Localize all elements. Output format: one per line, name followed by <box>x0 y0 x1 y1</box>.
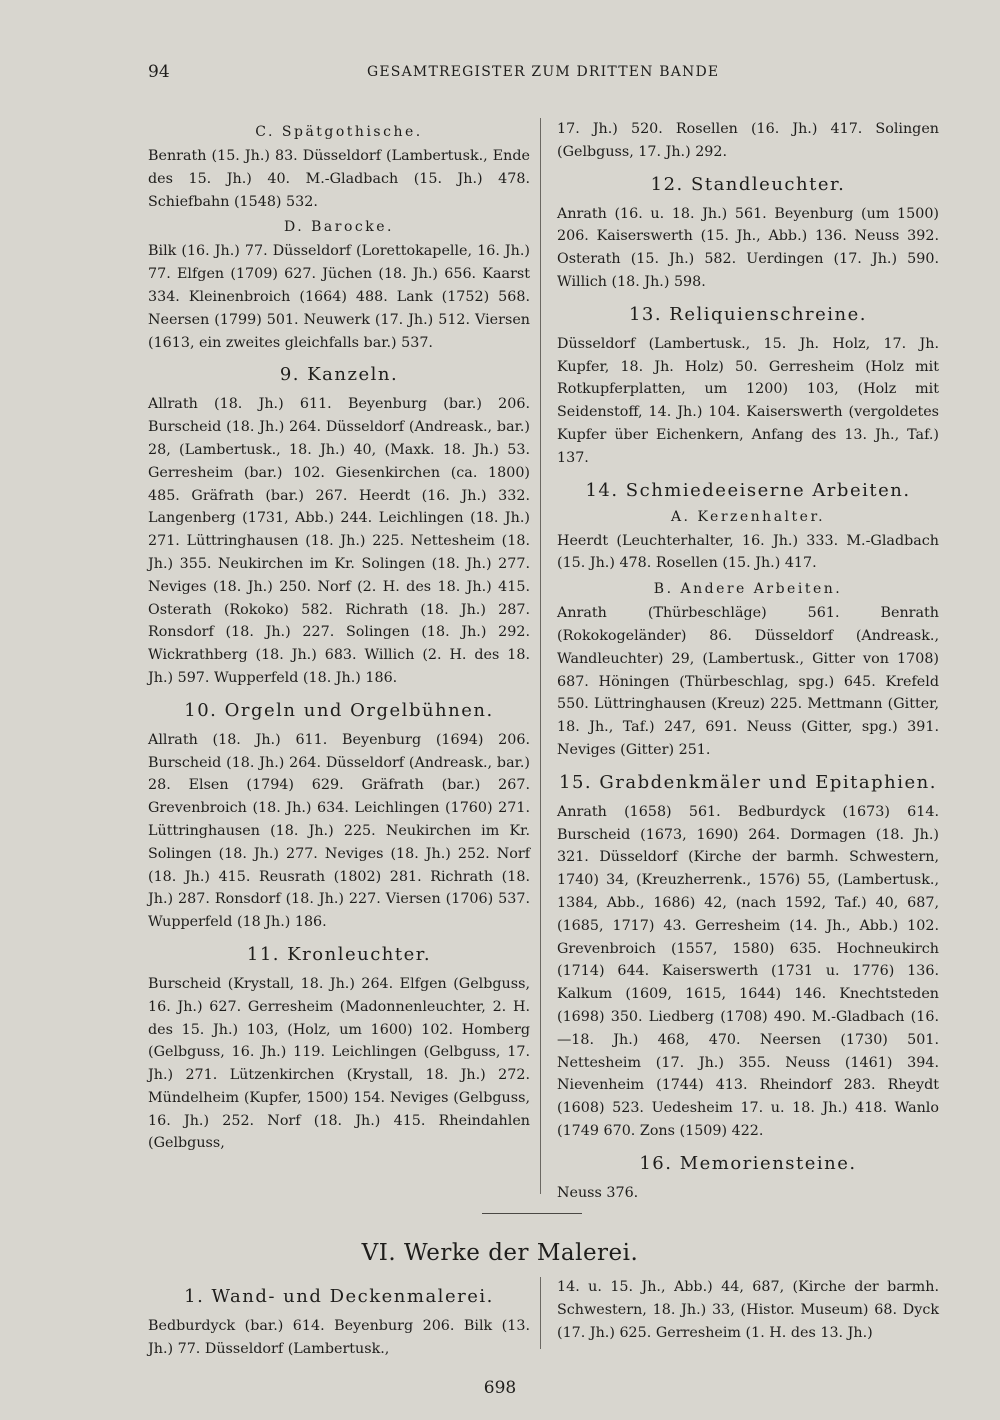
section-divider <box>482 1213 582 1214</box>
index-entry: Allrath (18. Jh.) 611. Beyenburg (bar.) 206. Burscheid (18. Jh.) 264. Düsseldorf (Andreask., bar.) 28, (Lambertusk., 18. Jh.) 40, (Maxk. 18. Jh.) 53. Gerresheim (bar.) 102. Giesenkirchen (ca. 1800) 485. Gräfrath (bar.) 267. Heerdt (16. Jh.) 332. Langenberg (1731, Abb.) 244. Leichlingen (18. Jh.) 271. Lüttringhausen (18. Jh.) 225. Nettesheim (18. Jh.) 355. Neukirchen im Kr. Solingen (18. Jh.) 277. Neviges (18. Jh.) 250. Norf (2. H. des 18. Jh.) 415. Osterath (Rokoko) 582. Richrath (18. Jh.) 287. Ronsdorf (18. Jh.) 227. Solingen (18. Jh.) 292. Wickrathberg (18. Jh.) 683. Willich (2. H. des 18. Jh.) 597. Wupperfeld (18. Jh.) 186. <box>148 396 530 686</box>
left-column <box>148 118 530 1155</box>
index-entry: Anrath (16. u. 18. Jh.) 561. Beyenburg (um 1500) 206. Kaiserswerth (15. Jh., Abb.) 136. Neuss 392. Osterath (15. Jh.) 582. Uerdingen (17. Jh.) 590. Willich (18. Jh.) 598. <box>557 205 939 290</box>
bottom-right-column <box>557 1276 939 1344</box>
right-column <box>557 118 939 1204</box>
section-heading: 16. Memoriensteine. <box>639 1152 857 1174</box>
bottom-column-divider <box>540 1277 541 1349</box>
running-head-page-number: 94 <box>148 62 170 82</box>
running-head-title: GESAMTREGISTER ZUM DRITTEN BANDE <box>367 64 720 80</box>
column-divider <box>540 118 541 1194</box>
index-entry: Allrath (18. Jh.) 611. Beyenburg (1694) 206. Burscheid (18. Jh.) 264. Düsseldorf (Andreask., bar.) 28. Elsen (1794) 629. Gräfrath (bar.) 267. Grevenbroich (18. Jh.) 634. Leichlingen (1760) 271. Lüttringhausen (18. Jh.) 225. Neukirchen im Kr. Solingen (18. Jh.) 277. Neviges (18. Jh.) 252. Norf (18. Jh.) 415. Reusrath (1802) 281. Richrath (18. Jh.) 287. Ronsdorf (18. Jh.) 227. Viersen (1706) 537. Wupperfeld (18 Jh.) 186. <box>148 731 530 931</box>
index-entry: Benrath (15. Jh.) 83. Düsseldorf (Lambertusk., Ende des 15. Jh.) 40. M.-Gladbach (15. Jh.) 478. Schiefbahn (1548) 532. <box>148 148 530 210</box>
index-entry: Heerdt (Leuchterhalter, 16. Jh.) 333. M.-Gladbach (15. Jh.) 478. Rosellen (15. Jh.) 417. <box>557 532 939 572</box>
section-heading: 11. Kronleuchter. <box>246 943 432 965</box>
index-entry: Anrath (Thürbeschläge) 561. Benrath (Rokokogeländer) 86. Düsseldorf (Andreask., Wandleuchter) 29, (Lambertusk., Gitter von 1708) 687. Höningen (Thürbeschlag, spg.) 645. Krefeld 550. Lüttringhausen (Kreuz) 225. Mettmann (Gitter, 18. Jh., Taf.) 247, 691. Neuss (Gitter, spg.) 391. Neviges (Gitter) 251. <box>557 605 939 758</box>
index-entry: 14. u. 15. Jh., Abb.) 44, 687, (Kirche der barmh. Schwestern, 18. Jh.) 33, (Histor. Museum) 68. Dyck (17. Jh.) 625. Gerresheim (1. H. des 13. Jh.) <box>557 1279 939 1341</box>
index-entry: Bilk (16. Jh.) 77. Düsseldorf (Lorettokapelle, 16. Jh.) 77. Elfgen (1709) 627. Jüchen (18. Jh.) 656. Kaarst 334. Kleinenbroich (1664) 488. Lank (1752) 568. Neersen (1799) 501. Neuwerk (17. Jh.) 512. Viersen (1613, ein zweites gleichfalls bar.) 537. <box>148 243 530 351</box>
section-heading: 10. Orgeln und Orgelbühnen. <box>184 699 494 721</box>
section-heading: 14. Schmiedeeiserne Arbeiten. <box>585 479 911 501</box>
subsection-heading: D. Barocke. <box>284 219 394 236</box>
bottom-left-column <box>148 1276 530 1361</box>
section-heading: 9. Kanzeln. <box>279 364 399 386</box>
index-entry: Düsseldorf (Lambertusk., 15. Jh. Holz, 17. Jh. Kupfer, 18. Jh. Holz) 50. Gerresheim (Holz mit Rotkupferplatten, um 1200) 103, (Holz mit Seidenstoff, 14. Jh.) 104. Kaiserswerth (vergoldetes Kupfer über Eichenkern, Anfang des 13. Jh., Taf.) 137. <box>557 335 939 466</box>
section-heading: 13. Reliquienschreine. <box>628 303 868 325</box>
index-entry: Bedburdyck (bar.) 614. Beyenburg 206. Bilk (13. Jh.) 77. Düsseldorf (Lambertusk., <box>148 1318 530 1357</box>
subsection-heading: C. Spätgothische. <box>255 124 423 140</box>
index-entry: Anrath (1658) 561. Bedburdyck (1673) 614. Burscheid (1673, 1690) 264. Dormagen (18. Jh.) 321. Düsseldorf (Kirche der barmh. Schwestern, 1740) 34, (Kreuzherrenk., 1576) 55, (Lambertusk., 1384, Abb., 1686) 42, (nach 1592, Taf.) 40, 687, (1685, 1717) 43. Gerresheim (14. Jh., Abb.) 102. Grevenbroich (1557, 1580) 635. Hochneukirch (1714) 644. Kaiserswerth (1731 u. 1776) 136. Kalkum (1609, 1615, 1644) 146. Knechtsteden (1698) 350. Liedberg (1708) 490. M.-Gladbach (16.—18. Jh.) 468, 470. Neersen (1730) 501. Nettesheim (17. Jh.) 355. Neuss (1461) 394. Nievenheim (1744) 413. Rheindorf 283. Rheydt (1608) 523. Uedesheim 17. u. 18. Jh.) 418. Wanlo (1749 670. Zons (1509) 422. <box>557 803 939 1139</box>
subsection-heading: A. Kerzenhalter. <box>670 508 826 525</box>
index-entry: Burscheid (Krystall, 18. Jh.) 264. Elfgen (Gelbguss, 16. Jh.) 627. Gerresheim (Madonnenleuchter, 2. H. des 15. Jh.) 103, (Holz, um 1600) 102. Homberg (Gelbguss, 16. Jh.) 119. Leichlingen (Gelbguss, 17. Jh.) 271. Lützenkirchen (Krystall, 18. Jh.) 272. Mündelheim (Kupfer, 1500) 154. Neviges (Gelbguss, 16. Jh.) 252. Norf (18. Jh.) 415. Rheindahlen (Gelbguss, <box>148 975 530 1152</box>
page-number: 698 <box>483 1378 517 1398</box>
section-heading: 1. Wand- und Deckenmalerei. <box>184 1286 494 1307</box>
index-entry: Neuss 376. <box>557 1184 639 1201</box>
section-heading: 15. Grabdenkmäler und Epitaphien. <box>559 771 937 793</box>
index-entry: 17. Jh.) 520. Rosellen (16. Jh.) 417. Solingen (Gelbguss, 17. Jh.) 292. <box>557 121 939 160</box>
subsection-heading: B. Andere Arbeiten. <box>653 581 843 598</box>
section-heading: 12. Standleuchter. <box>650 173 846 195</box>
part-title: VI. Werke der Malerei. <box>361 1240 639 1266</box>
